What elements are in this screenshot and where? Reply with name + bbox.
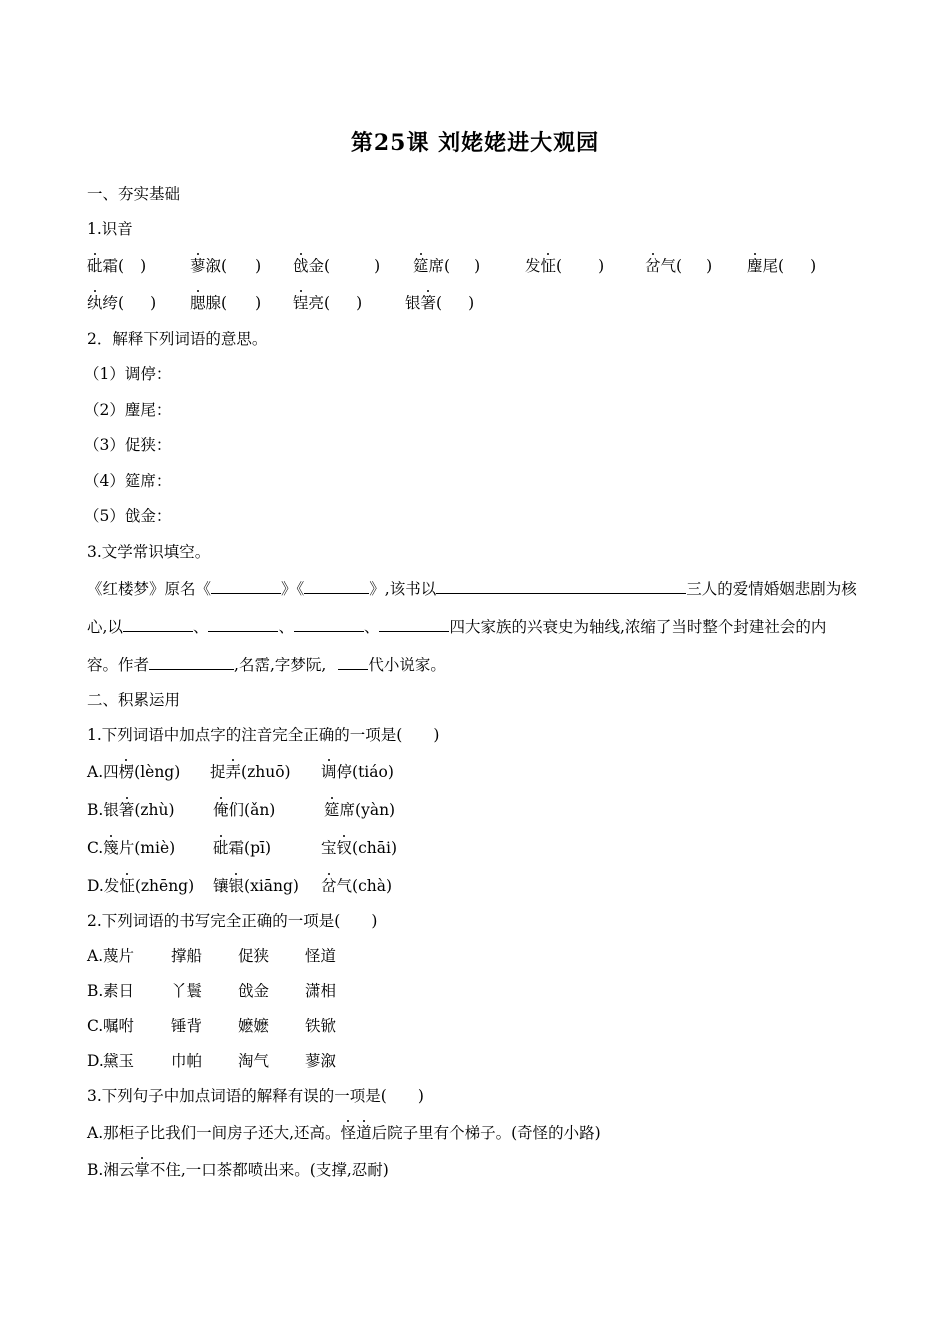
s1-q2-item-1: （1）调停： [84,365,172,383]
item-3: 戗金( ) [293,257,381,275]
section-2-heading: 二、积累运用 [87,691,181,709]
blank[interactable] [208,616,278,632]
blank[interactable] [436,578,686,594]
item-11: 银箸( ) [405,294,475,312]
blank[interactable] [294,616,364,632]
document-page: 第25课 刘姥姥进大观园 一、夯实基础 1.识音 砒霜( ) 蓼溆( ) 戗金( ) 筵席( ) 发怔( ) 岔气( ) 麈尾( ) 纨绔( ) 腮腺( ) 锃亮( ) 银箸( ) 2．解释下列词语的意思。 （1）调停： （2）麈尾： （3）促狭： （4）筵席： （5）戗金： 3.文学常识填空。 《红楼梦》原名《 》《 》,该书以 三人的爱情婚姻悲剧为核 心,以 、 、 、 四大家族的兴衰史为轴线,浓缩了当时整个封建社会的内 容。作者 ,名霑,字梦阮, 代小说家。 二、积累运用 1.下列词语中加点字的注音完全正确的一项是( ) A.四楞(lèng) 捉弄(zhuō) 调停(tiáo) B.银箸(zhù) 俺们(ǎn) 筵席(yàn) C.篾片(miè) 砒霜(pī) 宝钗(chāi) D.发怔(zhēng) 镶银(xiāng) 岔气(chà) 2.下列词语的书写完全正确的一项是( ) A. 蔑片 撑船 促狭 怪道 B. 素日 丫鬟 戗金 潇相 C. 嘱咐 锤背 嬷嬷 铁锨 D. 黛玉 巾帕 淘气 蓼溆 3.下列句子中加点词语的解释有误的一项是( ) A.那柜子比我们一间房子还大,还高。怪道后院子里有个梯子。(奇怪的小路) B.湘云掌不住,一口茶都喷出来。(支撑,忍耐) [0,0,950,1344]
s1-q2-item-5: （5）戗金： [84,507,172,525]
item-7: 麈尾( ) [747,257,817,275]
item-9: 腮腺( ) [190,294,262,312]
item-8: 纨绔( ) [87,294,157,312]
item-5: 发怔( ) [525,257,605,275]
blank[interactable] [149,654,234,670]
blank[interactable] [304,578,369,594]
item-10: 锃亮( ) [293,294,363,312]
s2-q3-label: 3.下列句子中加点词语的解释有误的一项是( ) [87,1087,424,1105]
s1-q3-line2: 心,以 、 、 、 四大家族的兴衰史为轴线,浓缩了当时整个封建社会的内 [87,618,827,636]
s2-q2-label: 2.下列词语的书写完全正确的一项是( ) [87,912,378,930]
s1-q2-item-3: （3）促狭： [84,436,172,454]
s2-q1-label: 1.下列词语中加点字的注音完全正确的一项是( ) [87,726,440,744]
blank[interactable] [123,616,193,632]
s1-q2-item-2: （2）麈尾： [84,401,172,419]
item-2: 蓼溆( ) [190,257,262,275]
blank[interactable] [211,578,281,594]
page-title: 第25课 刘姥姥进大观园 [350,130,600,156]
s2-q3-option-b: B.湘云掌不住,一口茶都喷出来。(支撑,忍耐) [87,1161,389,1179]
s1-q2-label: 2．解释下列词语的意思。 [87,330,268,348]
s1-q3-line3: 容。作者 ,名霑,字梦阮, 代小说家。 [87,656,446,674]
section-1-heading: 一、夯实基础 [87,185,181,203]
s1-q1-label: 1.识音 [87,220,133,238]
item-1: 砒霜( ) [87,257,147,275]
s2-q3-option-a: A.那柜子比我们一间房子还大,还高。怪道后院子里有个梯子。(奇怪的小路) [87,1124,601,1142]
item-6: 岔气( ) [645,257,713,275]
blank[interactable] [338,654,368,670]
s1-q3-label: 3.文学常识填空。 [87,543,211,561]
item-4: 筵席( ) [413,257,481,275]
s1-q2-item-4: （4）筵席： [84,472,172,490]
blank[interactable] [379,616,449,632]
s1-q3-line1: 《红楼梦》原名《 》《 》,该书以 三人的爱情婚姻悲剧为核 [87,580,857,598]
